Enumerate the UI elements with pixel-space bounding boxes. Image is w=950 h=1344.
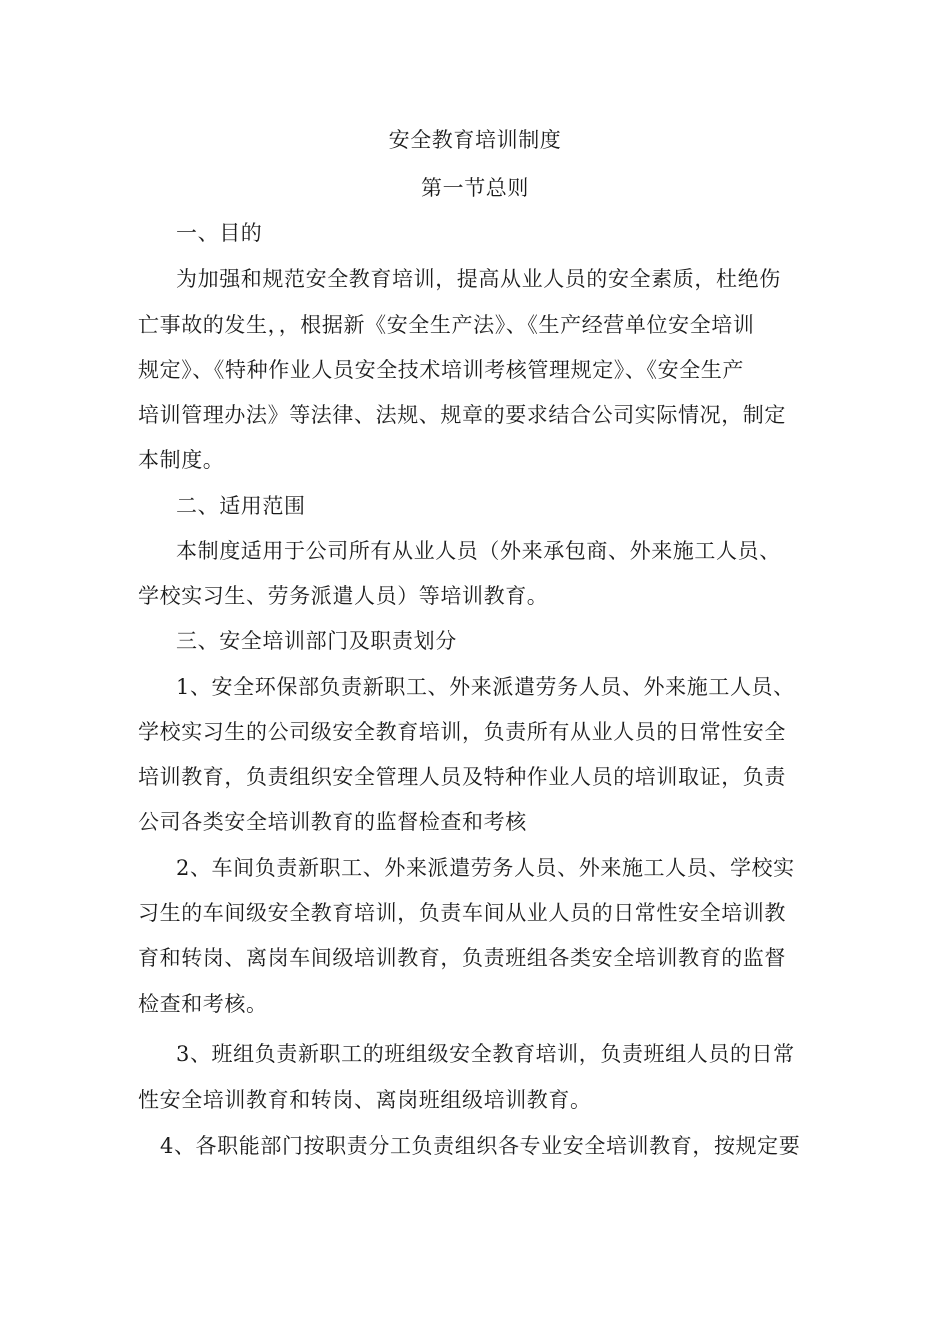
text-line: 亡事故的发生，，根据新《安全生产法》、《生产经营单位安全培训 <box>138 313 755 337</box>
text-line: 本制度适用于公司所有从业人员（外来承包商、外来施工人员、 <box>176 539 781 563</box>
text-line: 1、安全环保部负责新职工、外来派遣劳务人员、外来施工人员、 <box>176 675 795 699</box>
text-line: 性安全培训教育和转岗、离岗班组级培训教育。 <box>138 1088 592 1112</box>
text-line: 公司各类安全培训教育的监督检查和考核 <box>138 810 527 834</box>
text-line: 4、各职能部门按职责分工负责组织各专业安全培训教育，按规定要 <box>160 1134 801 1158</box>
text-line: 3、班组负责新职工的班组级安全教育培训，负责班组人员的日常 <box>176 1042 795 1066</box>
text-line: 培训教育，负责组织安全管理人员及特种作业人员的培训取证，负责 <box>138 765 786 789</box>
text-line: 本制度。 <box>138 448 225 472</box>
text-line: 培训管理办法》等法律、法规、规章的要求结合公司实际情况，制定 <box>138 403 786 427</box>
text-line: 习生的车间级安全教育培训，负责车间从业人员的日常性安全培训教 <box>138 901 786 925</box>
text-line: 2、车间负责新职工、外来派遣劳务人员、外来施工人员、学校实 <box>176 856 795 880</box>
text-line: 规定》、《特种作业人员安全技术培训考核管理规定》、《安全生产 <box>138 358 744 382</box>
document-title: 安全教育培训制度 <box>388 128 562 152</box>
text-line: 育和转岗、离岗车间级培训教育，负责班组各类安全培训教育的监督 <box>138 946 786 970</box>
text-line: 检查和考核。 <box>138 992 268 1016</box>
text-line: 为加强和规范安全教育培训，提高从业人员的安全素质，杜绝伤 <box>176 267 781 291</box>
heading-scope: 二、适用范围 <box>176 494 306 518</box>
heading-responsibilities: 三、安全培训部门及职责划分 <box>176 629 457 653</box>
heading-purpose: 一、目的 <box>176 221 263 245</box>
text-line: 学校实习生的公司级安全教育培训，负责所有从业人员的日常性安全 <box>138 720 786 744</box>
text-line: 学校实习生、劳务派遣人员）等培训教育。 <box>138 584 549 608</box>
section-title: 第一节总则 <box>421 176 529 200</box>
